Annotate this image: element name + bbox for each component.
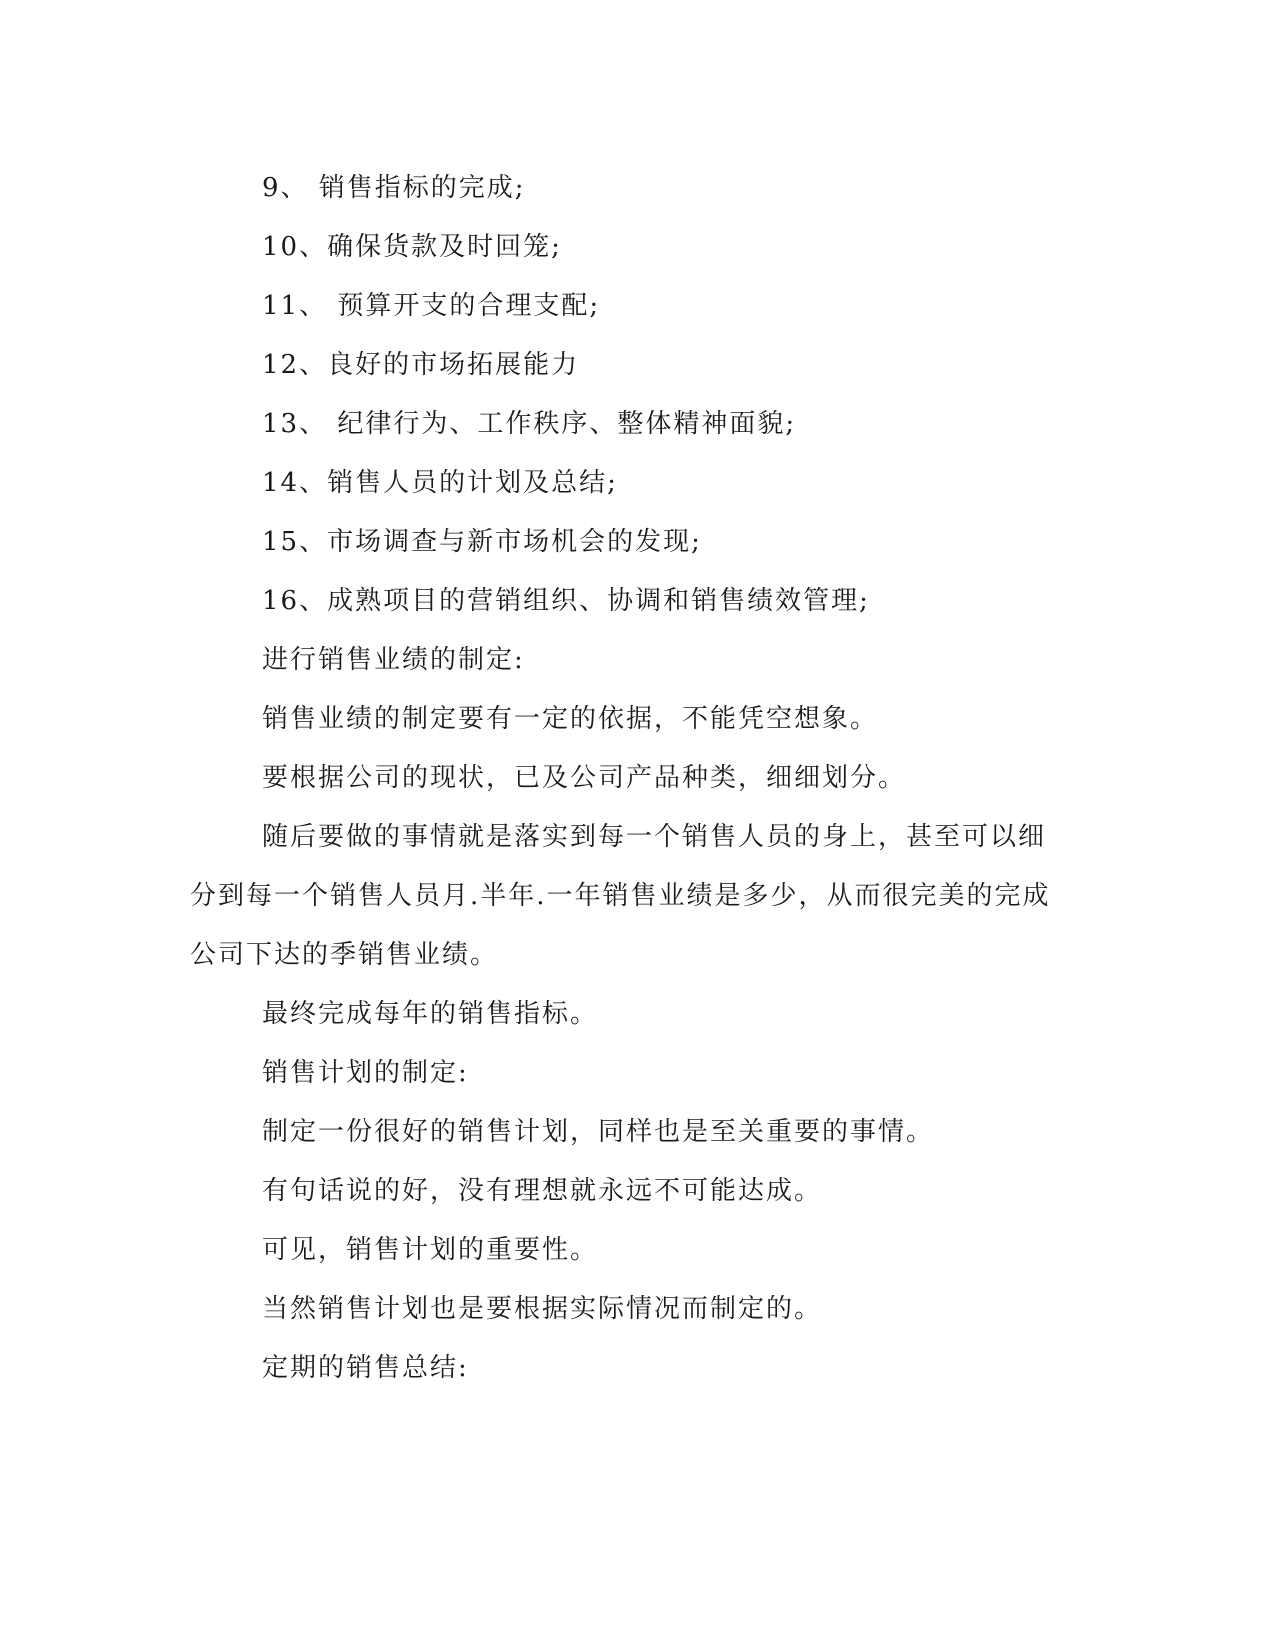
list-item-12: 12、良好的市场拓展能力 xyxy=(262,350,580,380)
paragraph-line: 要根据公司的现状，已及公司产品种类，细细划分。 xyxy=(262,763,907,793)
section-heading-sales-summary: 定期的销售总结: xyxy=(262,1353,469,1383)
section-heading-sales-plan: 销售计划的制定: xyxy=(262,1058,469,1088)
paragraph-line: 有句话说的好，没有理想就永远不可能达成。 xyxy=(262,1176,823,1206)
list-item-10: 10、确保货款及时回笼; xyxy=(262,232,562,262)
list-item-15: 15、市场调查与新市场机会的发现; xyxy=(262,527,702,557)
list-item-14: 14、销售人员的计划及总结; xyxy=(262,468,618,498)
paragraph-line: 销售业绩的制定要有一定的依据，不能凭空想象。 xyxy=(262,704,879,734)
list-item-16: 16、成熟项目的营销组织、协调和销售绩效管理; xyxy=(262,586,870,616)
paragraph-line: 分到每一个销售人员月.半年.一年销售业绩是多少，从而很完美的完成 xyxy=(190,881,1051,911)
list-item-13: 13、 纪律行为、工作秩序、整体精神面貌; xyxy=(262,409,797,439)
list-item-11: 11、 预算开支的合理支配; xyxy=(262,291,601,321)
paragraph-line: 制定一份很好的销售计划，同样也是至关重要的事情。 xyxy=(262,1117,935,1147)
paragraph-line: 可见，销售计划的重要性。 xyxy=(262,1235,599,1265)
paragraph-line: 最终完成每年的销售指标。 xyxy=(262,999,599,1029)
paragraph-line: 随后要做的事情就是落实到每一个销售人员的身上，甚至可以细 xyxy=(262,822,1047,852)
paragraph-line: 当然销售计划也是要根据实际情况而制定的。 xyxy=(262,1294,823,1324)
section-heading-sales-performance: 进行销售业绩的制定: xyxy=(262,645,525,675)
paragraph-line: 公司下达的季销售业绩。 xyxy=(190,940,499,970)
list-item-9: 9、 销售指标的完成; xyxy=(262,173,526,203)
